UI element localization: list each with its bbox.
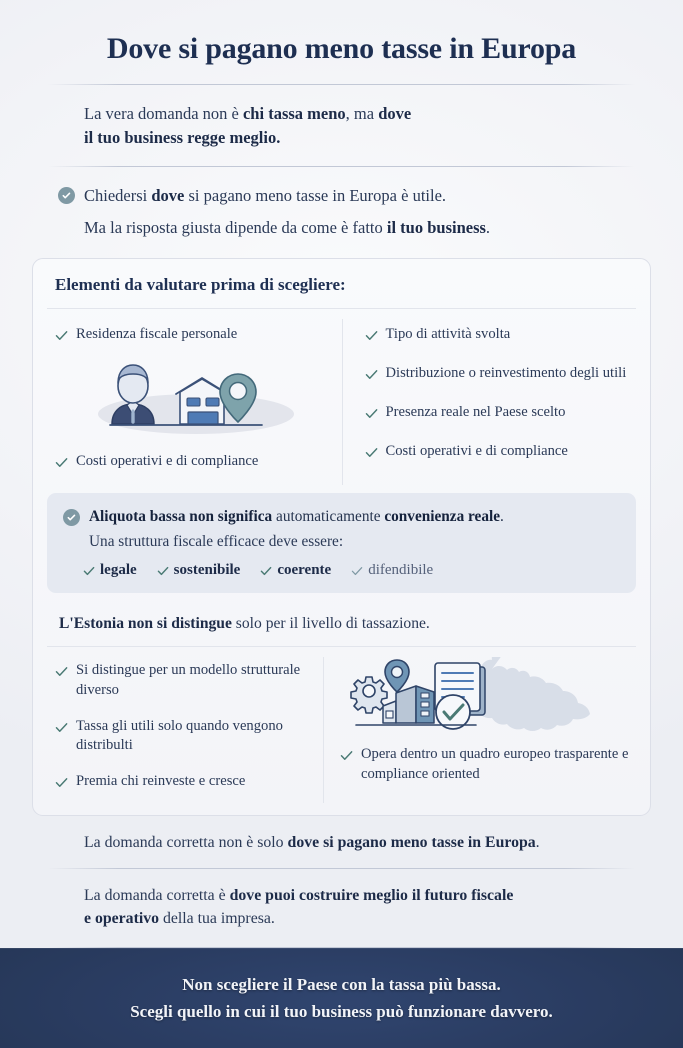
list-item xyxy=(55,772,313,795)
list-item-label: Tipo di attività svolta xyxy=(385,326,511,343)
highlight-line-2: Una struttura fiscale efficace deve essere: xyxy=(89,533,344,551)
tag-sostenibile xyxy=(157,562,241,579)
hl-b: automaticamente xyxy=(272,507,385,525)
hl-d: . xyxy=(500,507,504,525)
tag-label: coerente xyxy=(277,562,332,579)
list-item xyxy=(55,661,313,700)
check-icon xyxy=(55,775,68,795)
list-item-label: Costi operativi e di compliance xyxy=(385,442,568,459)
tag-coerente xyxy=(260,562,331,579)
hl-c: convenienza reale xyxy=(384,507,501,525)
highlight-line-1 xyxy=(89,506,504,527)
page-title: Dove si pagano meno tasse in Europa xyxy=(106,32,577,65)
list-item-label: Opera dentro un quadro europeo trasparente e compliance oriented xyxy=(360,746,629,782)
lead-d: Ma la risposta giusta dipende da come è fatto xyxy=(84,218,387,238)
intro-text-d: dove xyxy=(378,103,412,123)
intro-text-line2: il tuo business regge meglio. xyxy=(84,127,281,147)
lead-line-1 xyxy=(84,183,490,208)
lead-e: il tuo business xyxy=(386,218,486,238)
check-icon xyxy=(351,566,363,576)
intro-text-c: , ma xyxy=(345,103,379,123)
closing-line-3 xyxy=(84,907,651,930)
check-icon xyxy=(365,367,378,387)
lead-row xyxy=(58,183,651,240)
list-item-label: Premia chi reinveste e cresce xyxy=(76,773,246,789)
lead-b: dove xyxy=(151,186,185,206)
intro-block xyxy=(32,85,651,167)
hl-a: Aliquota bassa non significa xyxy=(89,507,273,525)
estonia-title-rest: solo per il livello di tassazione. xyxy=(231,615,430,633)
tag-label: difendibile xyxy=(368,562,434,579)
check-icon xyxy=(83,566,95,576)
closing-block-2 xyxy=(32,869,651,947)
intro-text-a: La vera domanda non è xyxy=(84,103,243,123)
estonia-check-list xyxy=(55,661,313,794)
gear-buildings-document-check-europe-map-illustration xyxy=(340,657,640,739)
estonia-columns xyxy=(33,647,650,814)
check-icon xyxy=(260,566,272,576)
cl-b: dove si pagano meno tasse in Europa xyxy=(287,833,536,851)
closing-block-1 xyxy=(32,816,651,868)
evaluation-card xyxy=(32,258,651,815)
list-item xyxy=(365,403,637,426)
lead-c: si pagano meno tasse in Europa è utile. xyxy=(184,186,447,206)
card-columns xyxy=(33,309,650,488)
estonia-title xyxy=(33,599,650,646)
list-item xyxy=(340,745,640,784)
list-item-label: Si distingue per un modello strutturale diverso xyxy=(76,662,301,698)
card-column-right xyxy=(342,319,651,484)
closing-line-1 xyxy=(84,831,651,854)
left-check-list xyxy=(55,325,328,348)
tag-legale xyxy=(83,562,137,579)
lead-block xyxy=(32,167,651,258)
check-icon xyxy=(365,406,378,426)
check-icon xyxy=(55,720,68,740)
location-pin-icon xyxy=(385,660,409,692)
card-title: Elementi da valutare prima di scegliere: xyxy=(55,275,346,295)
lead-line-2 xyxy=(84,215,490,240)
lead-a: Chiedersi xyxy=(84,186,152,206)
list-item xyxy=(365,442,637,465)
list-item-label: Tassa gli utili solo quando vengono distribulti xyxy=(76,717,283,754)
lead-f: . xyxy=(485,218,491,238)
tag-difendibile xyxy=(351,562,433,579)
check-icon xyxy=(55,664,68,684)
check-circle-icon xyxy=(63,509,80,526)
buildings-icon xyxy=(383,686,434,723)
intro-text-b: chi tassa meno xyxy=(242,103,346,123)
check-icon xyxy=(340,748,353,768)
list-item xyxy=(365,364,637,387)
cl-d: La domanda corretta è xyxy=(84,887,230,905)
tag-label: legale xyxy=(100,562,137,579)
list-item xyxy=(55,325,328,348)
highlight-box xyxy=(47,493,636,593)
check-icon xyxy=(157,566,169,576)
list-item-label: Residenza fiscale personale xyxy=(76,326,238,343)
estonia-right-check-list xyxy=(340,745,640,784)
banner-line-1: Non scegliere il Paese con la tassa più bassa. xyxy=(182,974,501,994)
intro-line-1 xyxy=(84,102,651,126)
lead-text xyxy=(84,183,490,240)
check-icon xyxy=(365,445,378,465)
list-item-label: Distribuzione o reinvestimento degli utili xyxy=(385,365,627,382)
list-item-label: Costi operativi e di compliance xyxy=(76,453,259,470)
estonia-column-right xyxy=(323,657,651,802)
check-icon xyxy=(365,328,378,348)
closing-line-2 xyxy=(84,884,651,907)
tag-label: sostenibile xyxy=(173,562,241,579)
highlight-tags xyxy=(63,562,618,579)
footer-banner xyxy=(0,948,683,1048)
list-item xyxy=(365,325,637,348)
cl-a: La domanda corretta non è solo xyxy=(84,833,288,851)
cl-e: dove puoi costruire meglio il futuro fiscale xyxy=(229,887,514,905)
card-column-left xyxy=(33,319,342,484)
banner-line-2: Scegli quello in cui il tuo business può funzionare davvero. xyxy=(130,1001,553,1021)
list-item xyxy=(55,717,313,756)
cl-g: della tua impresa. xyxy=(159,910,275,928)
list-item xyxy=(55,452,328,475)
cl-c: . xyxy=(535,833,540,851)
right-check-list xyxy=(365,325,637,464)
check-icon xyxy=(55,328,68,348)
left-check-list-2 xyxy=(55,452,328,475)
highlight-row xyxy=(63,506,618,551)
gear-icon xyxy=(351,677,387,713)
check-icon xyxy=(55,455,68,475)
intro-line-2 xyxy=(84,126,651,150)
highlight-text xyxy=(89,506,504,551)
cl-f: e operativo xyxy=(84,910,160,928)
check-circle-icon xyxy=(436,695,470,729)
check-circle-icon xyxy=(58,187,75,204)
list-item-label: Presenza reale nel Paese scelto xyxy=(385,403,566,420)
estonia-column-left xyxy=(33,657,323,802)
estonia-title-bold: L'Estonia non si distingue xyxy=(59,615,232,633)
person-house-location-pin-illustration xyxy=(55,352,328,438)
